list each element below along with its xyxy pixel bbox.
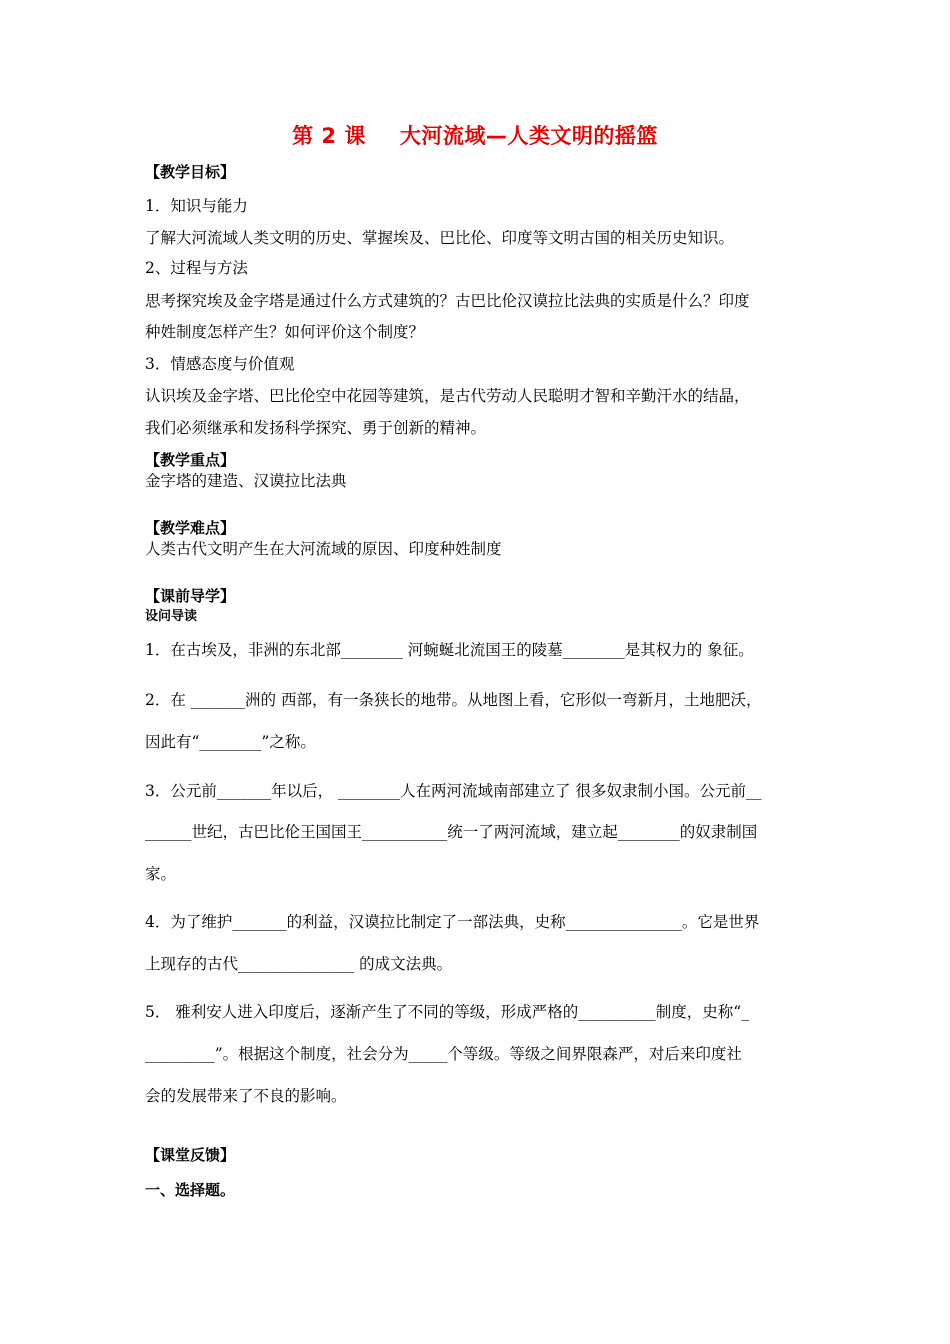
feedback-heading: 【课堂反馈】	[145, 1146, 236, 1164]
question-3-line2: ______世纪，古巴比伦王国国王___________统一了两河流域，建立起________的奴隶制国	[145, 823, 758, 841]
preview-subheading: 设问导读	[145, 609, 198, 624]
difficulties-heading: 【教学难点】	[145, 519, 236, 537]
preview-heading: 【课前导学】	[145, 587, 236, 605]
question-1: 1．在古埃及，非洲的东北部________ 河蜿蜒北流国王的陵墓________是其权力的 象征。	[145, 641, 754, 659]
question-5-line3: 会的发展带来了不良的影响。	[145, 1087, 347, 1105]
objective-1-text: 了解大河流域人类文明的历史、掌握埃及、巴比伦、印度等文明古国的相关历史知识。	[145, 229, 735, 247]
lesson-name: 大河流域—人类文明的摇篮	[399, 124, 658, 148]
objective-2-text-line2: 种姓制度怎样产生？如何评价这个制度？	[145, 323, 425, 341]
lesson-number: 第 2 课	[292, 124, 366, 148]
objective-2-title: 2、过程与方法	[145, 259, 248, 277]
question-5-line2: _________”。根据这个制度，社会分为_____个等级。等级之间界限森严，对后来印度社	[145, 1045, 742, 1063]
objective-1-title: 1．知识与能力	[145, 197, 248, 215]
key-points-heading: 【教学重点】	[145, 451, 236, 469]
objective-3-text-line1: 认识埃及金字塔、巴比伦空中花园等建筑，是古代劳动人民聪明才智和辛勤汗水的结晶，	[145, 387, 750, 405]
feedback-section-title: 一、选择题。	[145, 1181, 236, 1199]
question-3-line1: 3．公元前_______年以后， ________人在两河流域南部建立了 很多奴隶制小国。公元前__	[145, 782, 762, 800]
question-4-line1: 4．为了维护_______的利益，汉谟拉比制定了一部法典，史称_______________。它是世界	[145, 913, 760, 931]
objectives-heading: 【教学目标】	[145, 163, 236, 181]
difficulties-text: 人类古代文明产生在大河流域的原因、印度种姓制度	[145, 540, 502, 558]
objective-3-title: 3．情感态度与价值观	[145, 355, 295, 373]
question-4-line2: 上现存的古代_______________ 的成文法典。	[145, 955, 453, 973]
lesson-title	[0, 120, 950, 150]
objective-2-text-line1: 思考探究埃及金字塔是通过什么方式建筑的？古巴比伦汉谟拉比法典的实质是什么？印度	[145, 292, 750, 310]
question-2-line1: 2．在 _______洲的 西部，有一条狭长的地带。从地图上看，它形似一弯新月，土地肥沃，	[145, 691, 762, 709]
question-2-line2: 因此有“________”之称。	[145, 733, 316, 751]
objective-3-text-line2: 我们必须继承和发扬科学探究、勇于创新的精神。	[145, 419, 487, 437]
question-5-line1: 5． 雅利安人进入印度后，逐渐产生了不同的等级，形成严格的__________制度，史称“_	[145, 1003, 749, 1021]
question-3-line3: 家。	[145, 865, 177, 883]
key-points-text: 金字塔的建造、汉谟拉比法典	[145, 472, 347, 490]
